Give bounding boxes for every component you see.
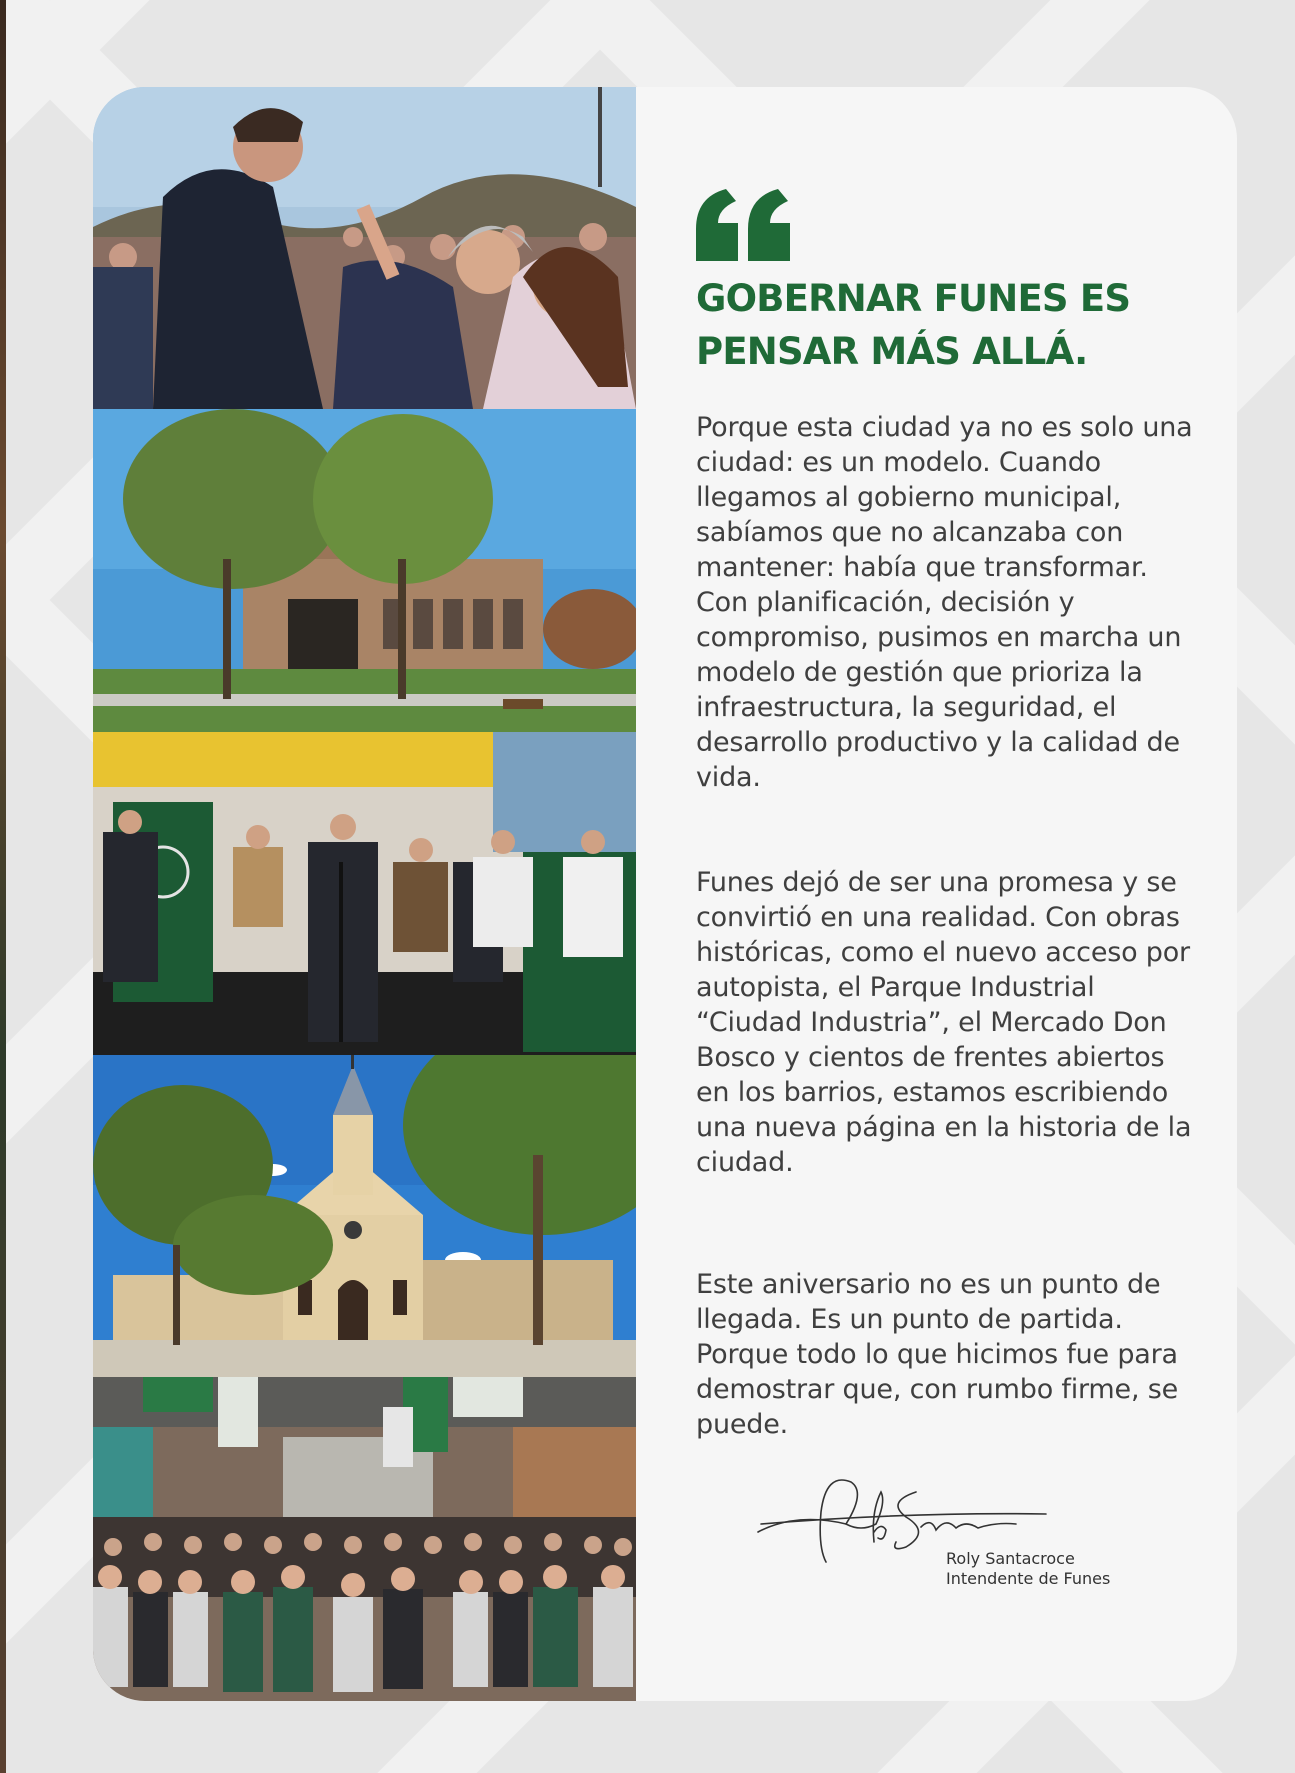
text-column [696, 87, 1196, 1701]
church-photo [93, 1055, 636, 1377]
quote-icon [696, 189, 796, 261]
press-event-photo [93, 732, 636, 1055]
paragraph-1: Porque esta ciudad ya no es solo una ciudad: es un modelo. Cuando llegamos al gobierno municipal, sabíamos que no alcanzaba con mantener: había que transformar. Con planificación, decisión y compromiso, pusimos en marcha un modelo de gestión que prioriza la infraestructura, la seguridad, el desarrollo productivo y la calidad de vida. [696, 412, 1193, 793]
content-card [93, 87, 1237, 1701]
page-edge [0, 0, 6, 1773]
group-audience-photo [93, 1377, 636, 1701]
historic-building-park-photo [93, 409, 636, 732]
signature-name: Roly Santacroce [946, 1549, 1075, 1568]
signature-role: Intendente de Funes [946, 1569, 1111, 1588]
photo-column [93, 87, 636, 1701]
paragraph-2: Funes dejó de ser una promesa y se convirtió en una realidad. Con obras históricas, como el nuevo acceso por autopista, el Parque Industrial “Ciudad Industria”, el Mercado Don Bosco y cientos de frentes abiertos en los barrios, estamos escribiendo una nueva página en la historia de la ciudad. [696, 867, 1192, 1178]
crowd-greeting-photo [93, 87, 636, 409]
headline: GOBERNAR FUNES ES PENSAR MÁS ALLÁ. [696, 277, 1131, 373]
paragraph-3: Este aniversario no es un punto de llegada. Es un punto de partida. Porque todo lo que hicimos fue para demostrar que, con rumbo firme, se puede. [696, 1269, 1178, 1440]
